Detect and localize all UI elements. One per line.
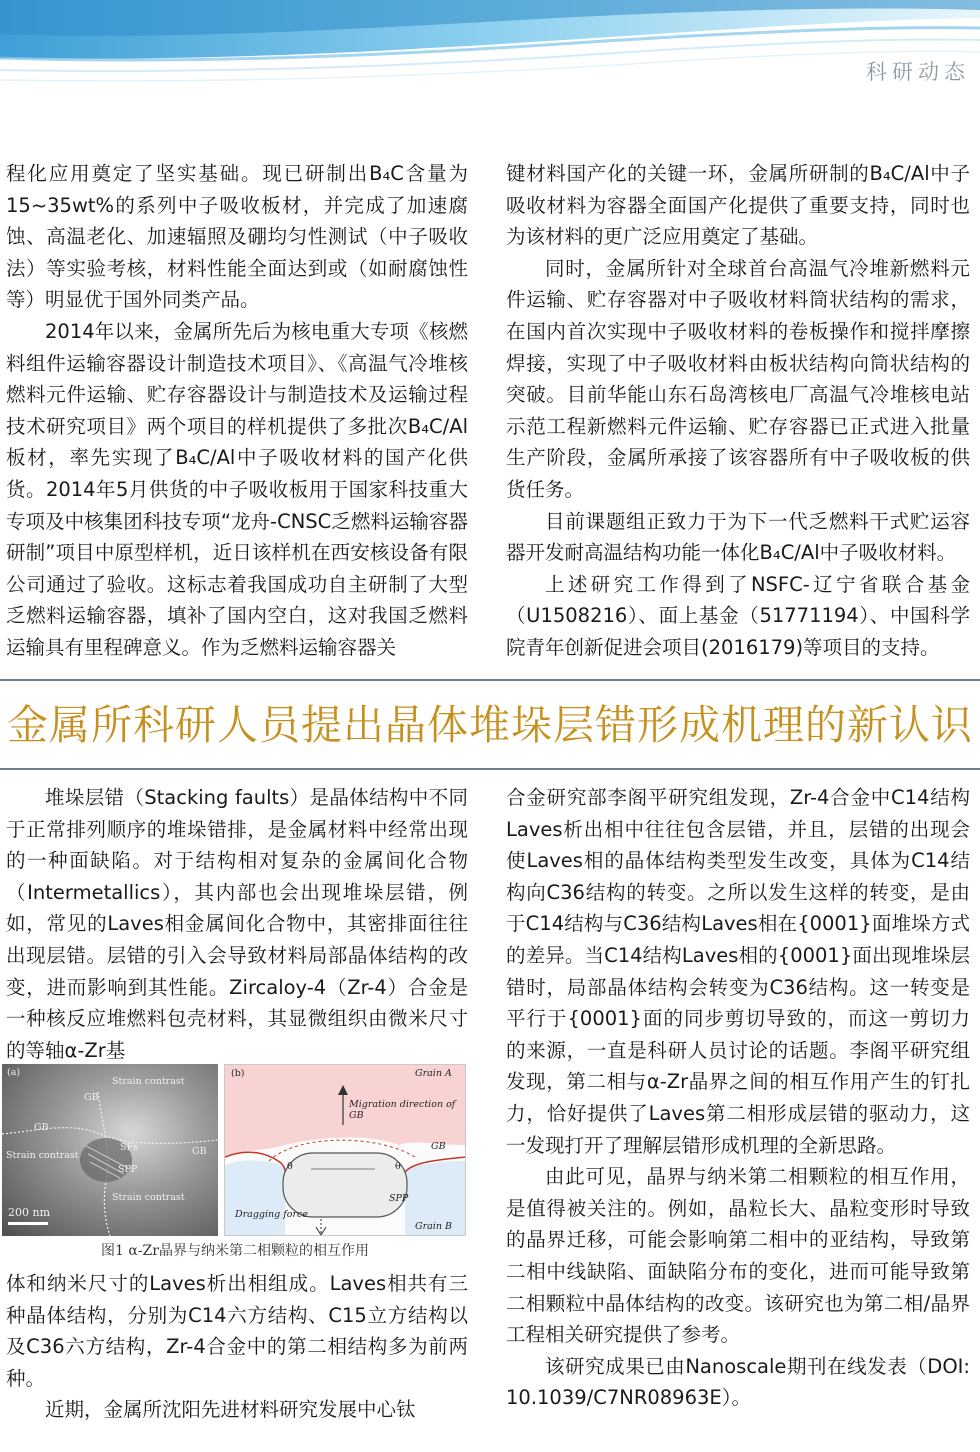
paragraph: 该研究成果已由Nanoscale期刊在线发表（DOI: 10.1039/C7NR08963E）。 [506,1354,970,1410]
article1-left-column [6,158,468,664]
paragraph: 上述研究工作得到了NSFC-辽宁省联合基金（U1508216）、面上基金（51771194）、中国科学院青年创新促进会项目(2016179)等项目的支持。 [506,572,970,659]
strain-contrast-label: Strain contrast [112,1076,185,1087]
paragraph: 近期，金属所沈阳先进材料研究发展中心钛 [45,1398,416,1422]
divider [0,768,980,770]
paragraph: 体和纳米尺寸的Laves析出相组成。Laves相共有三种晶体结构，分别为C14六方结构、C15立方结构以及C36六方结构，Zr-4合金中的第二相结构多为前两种。 [6,1272,468,1390]
theta-label: θ [395,1161,401,1172]
gb-label: GB [34,1122,49,1133]
strain-contrast-label: Strain contrast [112,1192,185,1203]
paragraph: 2014年以来，金属所先后为核电重大专项《核燃料组件运输容器设计制造技术项目》、《高温气冷堆核燃料元件运输、贮存容器设计与制造技术及运输过程技术研究项目》两个项目的样机提供了多批次B₄C/Al板材，率先实现了B₄C/Al中子吸收材料的国产化供货。2014年5月供货的中子吸收板用于国家科技重大专项及中核集团科技专项“龙舟-CNSC乏燃料运输容器研制”项目中原型样机，近日该样机在西安核设备有限公司通过了验收。这标志着我国成功自主研制了大型乏燃料运输容器，填补了国内空白，这对我国乏燃料运输具有里程碑意义。作为乏燃料运输容器关 [6,319,468,659]
paragraph: 同时，金属所针对全球首台高温气冷堆新燃料元件运输、贮存容器对中子吸收材料筒状结构的需求，在国内首次实现中子吸收材料的卷板操作和搅拌摩擦焊接，实现了中子吸收材料由板状结构向筒状结构的突破。目前华能山东石岛湾核电厂高温气冷堆核电站示范工程新燃料元件运输、贮存容器已正式进入批量生产阶段，金属所承接了该容器所有中子吸收板的供货任务。 [506,256,970,501]
schematic-diagram [224,1064,466,1236]
theta-label: θ [287,1161,293,1172]
panel-b-label: (b) [231,1068,245,1079]
section-tag: 科研动态 [866,60,970,84]
paragraph: 由此可见，晶界与纳米第二相颗粒的相互作用，是值得被关注的。例如，晶粒长大、晶粒变形时导致的晶界迁移，可能会影响第二相中的亚结构，导致第二相中线缺陷、面缺陷分布的变化，进而可能导致第二相颗粒中晶体结构的改变。该研究也为第二相/晶界工程相关研究提供了参考。 [506,1165,970,1347]
panel-a-label: (a) [7,1067,21,1078]
strain-contrast-label: Strain contrast [6,1150,79,1161]
paragraph: 程化应用奠定了坚实基础。现已研制出B₄C含量为15~35wt%的系列中子吸收板材，并完成了加速腐蚀、高温老化、加速辐照及硼均匀性测试（中子吸收法）等实验考核，材料性能全面达到或（如耐腐蚀性等）明显优于国外同类产品。 [6,162,468,312]
header-wave-banner [0,0,980,150]
article2-left-column-bottom [6,1268,468,1426]
article2-right-column [506,782,970,1414]
paragraph: 堆垛层错（Stacking faults）是晶体结构中不同于正常排列顺序的堆垛错排，是金属材料中经常出现的一种面缺陷。对于结构相对复杂的金属间化合物（Intermetallics），其内部也会出现堆垛层错，例如，常见的Laves相金属间化合物中，其密排面往往出现层错。层错的引入会导致材料局部晶体结构的改变，进而影响到其性能。Zircaloy-4（Zr-4）合金是一种核反应堆燃料包壳材料，其显微组织由微米尺寸的等轴α-Zr基 [6,786,468,1062]
grain-b-label: Grain B [415,1221,452,1232]
figure [2,1064,466,1236]
paragraph: 键材料国产化的关键一环，金属所研制的B₄C/Al中子吸收材料为容器全面国产化提供了重要支持，同时也为该材料的更广泛应用奠定了基础。 [506,162,970,249]
article-headline: 金属所科研人员提出晶体堆垛层错形成机理的新认识 [7,701,973,749]
figure-caption: 图1 α-Zr晶界与纳米第二相颗粒的相互作用 [101,1243,369,1259]
divider [0,679,980,681]
dragging-force-label: Dragging force [235,1209,308,1220]
gb-label: GB [84,1092,99,1103]
migration-direction-label: Migration direction of GB [349,1099,456,1121]
article2-left-column-top [6,782,468,1066]
paragraph: 合金研究部李阁平研究组发现，Zr-4合金中C14结构Laves析出相中往往包含层错，并且，层错的出现会使Laves相的晶体结构类型发生改变，具体为C14结构向C36结构的转变。之所以发生这样的转变，是由于C14结构与C36结构Laves相在{0001}面堆垛方式的差异。当C14结构Laves相的{0001}面出现堆垛层错时，局部晶体结构会转变为C36结构。这一转变是平行于{0001}面的同步剪切导致的，而这一剪切力的来源，一直是科研人员讨论的话题。李阁平研究组发现，第二相与α-Zr晶界之间的相互作用产生的钉扎力，恰好提供了Laves第二相形成层错的驱动力，这一发现打开了理解层错形成机理的全新思路。 [506,786,970,1157]
gb-label: GB [431,1141,446,1152]
tem-micrograph [2,1064,218,1236]
article1-right-column [506,158,970,664]
grain-a-label: Grain A [415,1068,452,1079]
paragraph: 目前课题组正致力于为下一代乏燃料干式贮运容器开发耐高温结构功能一体化B₄C/Al中子吸收材料。 [506,509,970,565]
gb-label: GB [192,1146,207,1157]
scale-bar-label: 200 nm [8,1206,51,1219]
spp-label: SPP [118,1164,138,1175]
sfs-label: SFs [120,1142,138,1153]
spp-label: SPP [389,1193,409,1204]
